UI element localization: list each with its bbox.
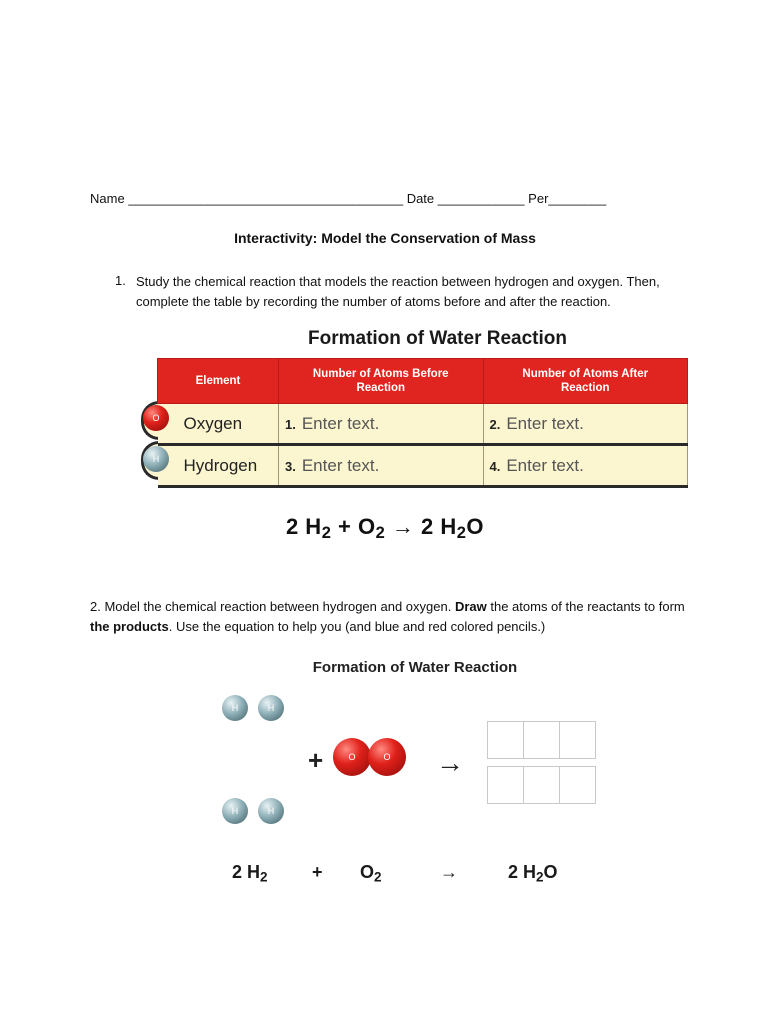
oxygen-atom-label: O xyxy=(152,413,160,423)
question-2-text xyxy=(90,597,690,637)
drawing-cell[interactable] xyxy=(560,722,596,759)
bottom-eq-text: O xyxy=(543,862,558,882)
hydrogen-atom-icon xyxy=(258,798,284,824)
page-title: Interactivity: Model the Conservation of Mass xyxy=(234,230,536,246)
q2-bold-products: the products xyxy=(90,619,169,634)
q2-part-2: the atoms of the reactants to form xyxy=(486,599,685,614)
bottom-eq-text: O xyxy=(360,862,375,882)
bottom-eq-text: 2 H xyxy=(508,862,537,882)
date-blank[interactable]: ____________ xyxy=(437,191,525,206)
bottom-eq-term-1 xyxy=(232,862,268,884)
oxygen-atom-icon xyxy=(143,405,169,431)
hydrogen-before-cell[interactable] xyxy=(279,445,484,487)
table-title: Formation of Water Reaction xyxy=(308,328,567,349)
hydrogen-atom-label: H xyxy=(152,454,160,464)
bottom-eq-arrow-icon: → xyxy=(440,862,458,882)
oxygen-atom-icon xyxy=(333,738,371,776)
item-2-number: 2. xyxy=(489,416,501,432)
bottom-eq-term-3 xyxy=(508,862,558,884)
eq-end: O xyxy=(466,514,485,539)
q2-bold-draw: Draw xyxy=(454,599,487,614)
name-label: Name xyxy=(90,191,125,206)
bottom-eq-term-2 xyxy=(360,862,382,884)
chemical-equation xyxy=(0,514,770,543)
bottom-eq-sub: 2 xyxy=(374,869,382,885)
eq-arrow-h: → 2 H xyxy=(385,514,457,539)
eq-term-1: 2 H xyxy=(285,514,322,539)
reaction-arrow-icon: → xyxy=(436,747,464,778)
atom-label: H xyxy=(267,703,275,713)
question-1-text: Study the chemical reaction that models the reaction between hydrogen and oxygen. Then, complete the table by recording the number of atoms before and after the reaction. xyxy=(136,274,660,309)
atom-label: O xyxy=(348,752,356,762)
eq-sub-1: 2 xyxy=(321,524,332,543)
bottom-eq-plus: + xyxy=(312,862,323,882)
q2-part-1: 2. Model the chemical reaction between hydrogen and oxygen. xyxy=(90,599,455,614)
item-3-number: 3. xyxy=(285,458,296,474)
product-drawing-grid-bottom[interactable] xyxy=(487,766,596,804)
drawing-cell[interactable] xyxy=(524,722,560,759)
name-blank[interactable]: ______________________________________ xyxy=(128,191,404,206)
header-before: Number of Atoms Before Reaction xyxy=(279,359,484,404)
drawing-cell[interactable] xyxy=(524,767,560,804)
hydrogen-atom-icon xyxy=(143,446,169,472)
oxygen-before-cell[interactable] xyxy=(279,404,484,445)
oxygen-after-cell[interactable] xyxy=(483,404,688,445)
period-field[interactable]: Per________ xyxy=(528,191,607,206)
eq-sub-2: 2 xyxy=(375,524,386,543)
table-row-oxygen xyxy=(158,404,688,445)
eq-sub-3: 2 xyxy=(456,524,467,543)
hydrogen-after-input[interactable]: Enter text. xyxy=(506,455,584,475)
atom-label: H xyxy=(231,703,239,713)
header-after: Number of Atoms After Reaction xyxy=(483,359,688,404)
oxygen-atom-icon xyxy=(368,738,406,776)
header-element: Element xyxy=(158,359,279,404)
figure-title: Formation of Water Reaction xyxy=(312,659,518,676)
atom-label: H xyxy=(267,806,275,816)
hydrogen-atom-icon xyxy=(222,695,248,721)
q2-part-3: . Use the equation to help you (and blue and red colored pencils.) xyxy=(168,619,546,634)
atoms-table xyxy=(157,358,688,488)
bottom-eq-sub: 2 xyxy=(260,869,268,885)
hydrogen-atom-icon xyxy=(258,695,284,721)
oxygen-before-input[interactable]: Enter text. xyxy=(301,413,380,433)
date-label: Date xyxy=(406,191,435,206)
eq-plus-o: + O xyxy=(331,514,376,539)
item-4-number: 4. xyxy=(489,458,501,474)
table-row-hydrogen xyxy=(158,445,688,487)
atom-label: H xyxy=(231,806,239,816)
drawing-cell[interactable] xyxy=(560,767,596,804)
header-line xyxy=(90,190,606,208)
drawing-cell[interactable] xyxy=(488,767,524,804)
bottom-eq-text: 2 H xyxy=(232,862,261,882)
element-name-hydrogen: Hydrogen xyxy=(158,445,279,487)
atom-label: O xyxy=(383,752,391,762)
item-1-number: 1. xyxy=(285,416,296,432)
hydrogen-before-input[interactable]: Enter text. xyxy=(301,455,380,475)
hydrogen-atom-icon xyxy=(222,798,248,824)
product-drawing-grid-top[interactable] xyxy=(487,721,596,759)
bottom-eq-sub: 2 xyxy=(536,869,544,885)
plus-sign: + xyxy=(308,745,324,775)
drawing-cell[interactable] xyxy=(488,722,524,759)
oxygen-after-input[interactable]: Enter text. xyxy=(506,413,584,433)
question-1-number: 1. xyxy=(115,273,126,288)
hydrogen-after-cell[interactable] xyxy=(483,445,688,487)
element-name-oxygen: Oxygen xyxy=(158,404,279,445)
